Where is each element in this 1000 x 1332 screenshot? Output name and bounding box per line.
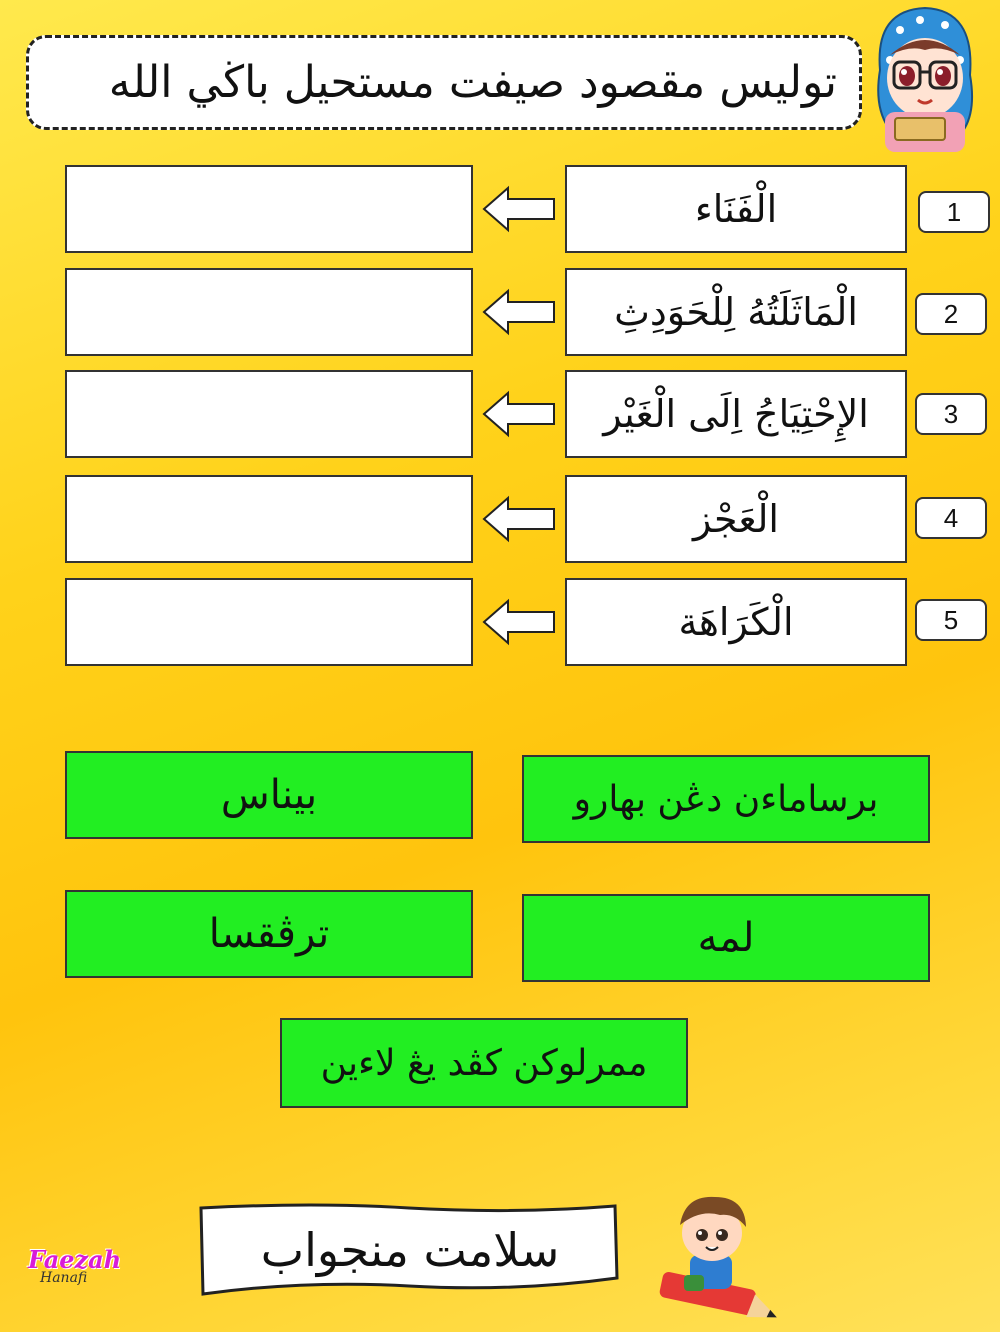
logo-line-2: Hanafi xyxy=(40,1270,88,1286)
answer-drop-zone[interactable] xyxy=(65,370,473,458)
term-box: الْمَاثَلَتُهُ لِلْحَوَدِثِ xyxy=(565,268,907,356)
option-tile[interactable]: برساماءن دڠن بهارو xyxy=(522,755,930,843)
instruction-title: توليس مقصود صيفت مستحيل باڬي الله xyxy=(26,35,862,130)
check-answers-button[interactable]: سلامت منجواب xyxy=(260,1223,560,1277)
arrow-left-icon xyxy=(480,597,558,647)
arrow-left-icon xyxy=(480,287,558,337)
row-number: 5 xyxy=(915,599,987,641)
author-logo xyxy=(28,1245,128,1305)
answer-drop-zone[interactable] xyxy=(65,268,473,356)
logo-line-1: Faezah xyxy=(28,1245,122,1274)
answer-drop-zone[interactable] xyxy=(65,578,473,666)
row-number: 4 xyxy=(915,497,987,539)
answer-drop-zone[interactable] xyxy=(65,165,473,253)
term-box: الْفَنَاء xyxy=(565,165,907,253)
option-tile[interactable]: ممرلوكن كڤد يڠ لاءين xyxy=(280,1018,688,1108)
row-number: 2 xyxy=(915,293,987,335)
row-number: 3 xyxy=(915,393,987,435)
arrow-left-icon xyxy=(480,184,558,234)
option-tile[interactable]: ترڤقسا xyxy=(65,890,473,978)
answer-drop-zone[interactable] xyxy=(65,475,473,563)
arrow-left-icon xyxy=(480,494,558,544)
arrow-left-icon xyxy=(480,389,558,439)
girl-mascot-icon xyxy=(860,0,990,160)
option-tile[interactable]: بيناس xyxy=(65,751,473,839)
term-box: الْكَرَاهَة xyxy=(565,578,907,666)
option-tile[interactable]: لمه xyxy=(522,894,930,982)
term-box: الإِحْتِيَاجُ اِلَى الْغَيْر xyxy=(565,370,907,458)
term-box: الْعَجْز xyxy=(565,475,907,563)
boy-pencil-mascot-icon xyxy=(650,1185,790,1325)
row-number: 1 xyxy=(918,191,990,233)
